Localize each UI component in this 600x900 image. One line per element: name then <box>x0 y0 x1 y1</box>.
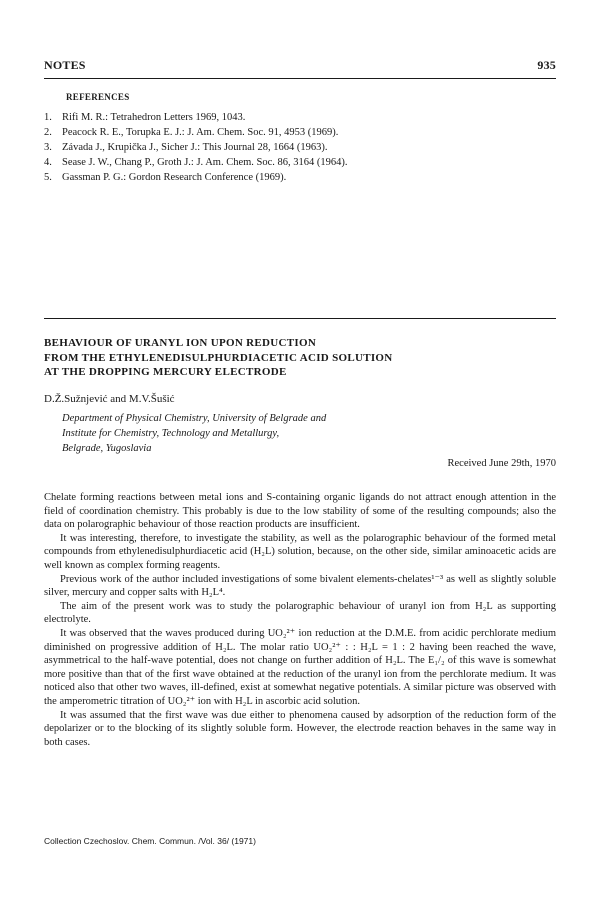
affiliation-line: Institute for Chemistry, Technology and Metallurgy, <box>62 428 280 439</box>
article-body <box>44 491 556 749</box>
body-paragraph: Previous work of the author included investigations of some bivalent elements-chelates¹⁻³ as well as slightly soluble silver, mercury and copper salts with H₂L⁴. <box>44 573 556 599</box>
reference-item <box>44 140 564 155</box>
reference-item <box>44 125 564 140</box>
reference-number: 1. <box>44 112 52 123</box>
references-heading: REFERENCES <box>66 92 130 102</box>
reference-text: Gassman P. G.: Gordon Research Conference (1969). <box>62 172 287 183</box>
reference-item <box>44 170 564 185</box>
title-line: BEHAVIOUR OF URANYL ION UPON REDUCTION <box>44 337 317 349</box>
received-date: Received June 29th, 1970 <box>447 458 556 469</box>
reference-item <box>44 155 564 170</box>
body-paragraph: Chelate forming reactions between metal ions and S-containing organic ligands do not attract enough attention in the field of coordination chemistry. This probably is due to the low stability of some of the resulting compounds; also the data on polarographic behaviour of those reaction products are insufficient. <box>44 492 556 531</box>
reference-list <box>44 110 564 185</box>
article-title <box>44 336 564 380</box>
body-paragraph: It was interesting, therefore, to investigate the stability, as well as the polarographic behaviour of the formed metal compounds from ethylenedisulphurdiacetic acid (H₂L) solution, because, on the other side, similar aminoacetic acids are well known as complex forming reagents. <box>44 532 556 571</box>
reference-text: Rifi M. R.: Tetrahedron Letters 1969, 1043. <box>62 112 246 123</box>
running-header <box>44 58 556 73</box>
reference-text: Sease J. W., Chang P., Groth J.: J. Am. Chem. Soc. 86, 3164 (1964). <box>62 157 348 168</box>
reference-text: Peacock R. E., Torupka E. J.: J. Am. Chem. Soc. 91, 4953 (1969). <box>62 127 339 138</box>
section-label: NOTES <box>44 58 86 72</box>
header-rule <box>44 78 556 79</box>
page-number: 935 <box>537 58 556 72</box>
journal-footer: Collection Czechoslov. Chem. Commun. /Vol. 36/ (1971) <box>44 836 256 846</box>
reference-number: 4. <box>44 157 52 168</box>
body-paragraph: The aim of the present work was to study the polarographic behaviour of uranyl ion from H₂L as supporting electrolyte. <box>44 600 556 626</box>
reference-number: 2. <box>44 127 52 138</box>
article-affiliation <box>62 411 326 456</box>
article-separator-rule <box>44 318 556 319</box>
title-line: AT THE DROPPING MERCURY ELECTRODE <box>44 366 287 378</box>
affiliation-line: Department of Physical Chemistry, University of Belgrade and <box>62 413 327 424</box>
article-authors: D.Ž.Sužnjević and M.V.Šušić <box>44 393 175 405</box>
reference-number: 5. <box>44 172 52 183</box>
reference-item <box>44 110 564 125</box>
title-line: FROM THE ETHYLENEDISULPHURDIACETIC ACID SOLUTION <box>44 351 393 364</box>
body-paragraph: It was observed that the waves produced during UO₂²⁺ ion reduction at the D.M.E. from acidic perchlorate medium diminished on progressive addition of H₂L. The molar ratio UO₂²⁺ : : H₂L = 1 : 2 having been reached the wave, asymmetrical to the half-wave potential, does not change on further addition of H₂L. The E₁/₂ of this wave is somewhat more positive than that of the first wave obtained at the reduction of the uranyl ion from the perchlorate medium. It was noticed also that other two waves, ill-defined, exist at somewhat negative potentials. A similar picture was observed with the amperometric titration of UO₂²⁺ ion with H₂L in ascorbic acid solution. <box>44 627 556 707</box>
body-paragraph: It was assumed that the first wave was due either to phenomena caused by adsorption of the reduction form of the depolarizer or to the blocking of its slightly soluble form. However, the electrode reaction behaves in the same way in both cases. <box>44 709 556 748</box>
affiliation-line: Belgrade, Yugoslavia <box>62 443 152 454</box>
reference-number: 3. <box>44 142 52 153</box>
reference-text: Závada J., Krupička J., Sicher J.: This Journal 28, 1664 (1963). <box>62 142 328 153</box>
